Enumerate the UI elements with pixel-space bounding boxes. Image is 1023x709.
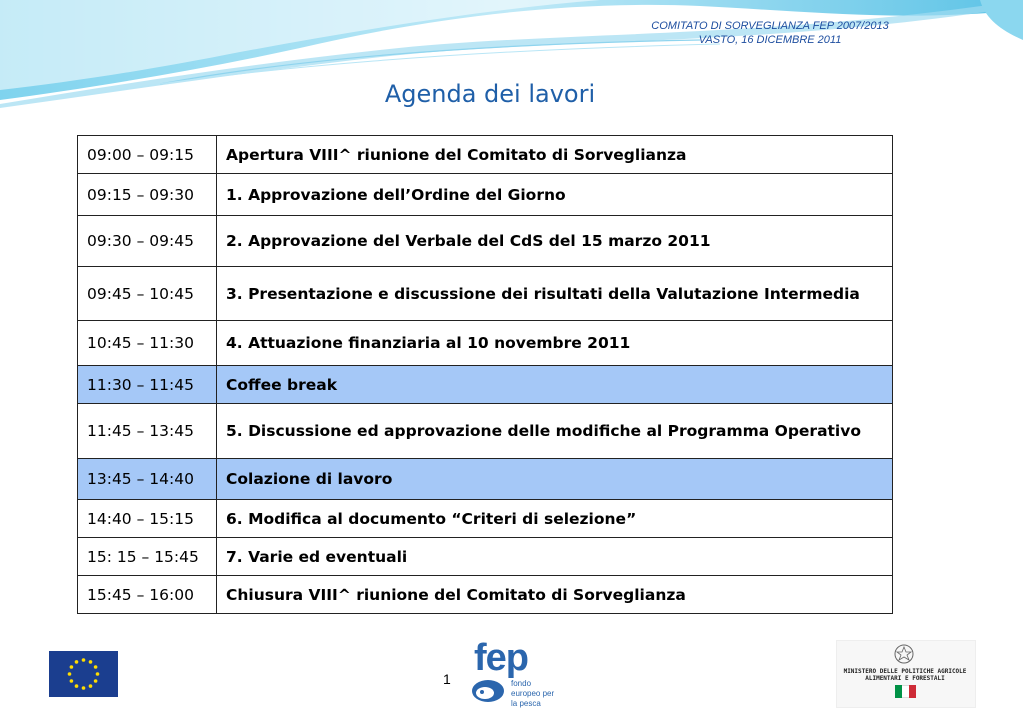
agenda-time: 13:45 – 14:40 [78,459,217,500]
agenda-item-cell [217,538,893,576]
agenda-row [78,366,893,404]
agenda-item: 3. Presentazione e discussione dei risultati della Valutazione Intermedia [226,284,860,303]
eu-flag-icon [49,651,118,697]
agenda-row [78,136,893,174]
fep-logo-subtitle: fondo europeo per la pesca [511,679,555,708]
agenda-item: 7. Varie ed eventuali [226,547,408,566]
fep-logo-icon: fep [474,637,528,679]
agenda-item-cell [217,216,893,267]
agenda-item: 1. Approvazione dell’Ordine del Giorno [226,185,566,204]
agenda-time: 09:30 – 09:45 [78,216,217,267]
page-number: 1 [443,671,451,687]
agenda-row [78,174,893,216]
agenda-item: Apertura VIII^ riunione del Comitato di Sorveglianza [226,145,687,164]
agenda-time: 15: 15 – 15:45 [78,538,217,576]
agenda-row [78,576,893,614]
agenda-row [78,459,893,500]
header-line-1: COMITATO DI SORVEGLIANZA FEP 2007/2013 [651,20,889,32]
agenda-item: Colazione di lavoro [226,470,393,488]
agenda-item: 4. Attuazione finanziaria al 10 novembre 2011 [226,334,631,352]
agenda-row [78,216,893,267]
agenda-row [78,267,893,321]
ministry-line-1: MINISTERO DELLE POLITICHE AGRICOLE [843,668,967,675]
agenda-row [78,500,893,538]
agenda-item-cell [217,404,893,459]
agenda-item: 5. Discussione ed approvazione delle modifiche al Programma Operativo [226,422,862,440]
agenda-row [78,321,893,366]
header-caption [560,19,980,47]
agenda-table [77,135,893,614]
agenda-time: 14:40 – 15:15 [78,500,217,538]
agenda-item: Coffee break [226,375,338,394]
ministry-emblem-icon [892,643,916,665]
agenda-time: 11:30 – 11:45 [78,366,217,404]
agenda-item-cell [217,576,893,614]
agenda-time: 09:15 – 09:30 [78,174,217,216]
agenda-item-cell [217,500,893,538]
agenda-time: 10:45 – 11:30 [78,321,217,366]
agenda-time: 11:45 – 13:45 [78,404,217,459]
fish-icon [470,675,508,705]
ministry-name [836,668,974,682]
agenda-row [78,404,893,459]
agenda-item-cell [217,366,893,404]
agenda-item: 6. Modifica al documento “Criteri di selezione” [226,509,637,528]
agenda-item-cell [217,267,893,321]
agenda-item-cell [217,459,893,500]
agenda-row [78,538,893,576]
agenda-item: 2. Approvazione del Verbale del CdS del 15 marzo 2011 [226,232,711,250]
ministry-line-2: ALIMENTARI E FORESTALI [865,675,945,682]
agenda-item-cell [217,136,893,174]
agenda-time: 15:45 – 16:00 [78,576,217,614]
italy-flag-icon [895,685,916,698]
header-line-2: VASTO, 16 DICEMBRE 2011 [698,34,842,46]
agenda-item-cell [217,174,893,216]
agenda-item: Chiusura VIII^ riunione del Comitato di Sorveglianza [226,585,686,604]
agenda-item-cell [217,321,893,366]
agenda-time: 09:45 – 10:45 [78,267,217,321]
agenda-time: 09:00 – 09:15 [78,136,217,174]
agenda-body [78,136,893,614]
page-title: Agenda dei lavori [384,80,596,108]
